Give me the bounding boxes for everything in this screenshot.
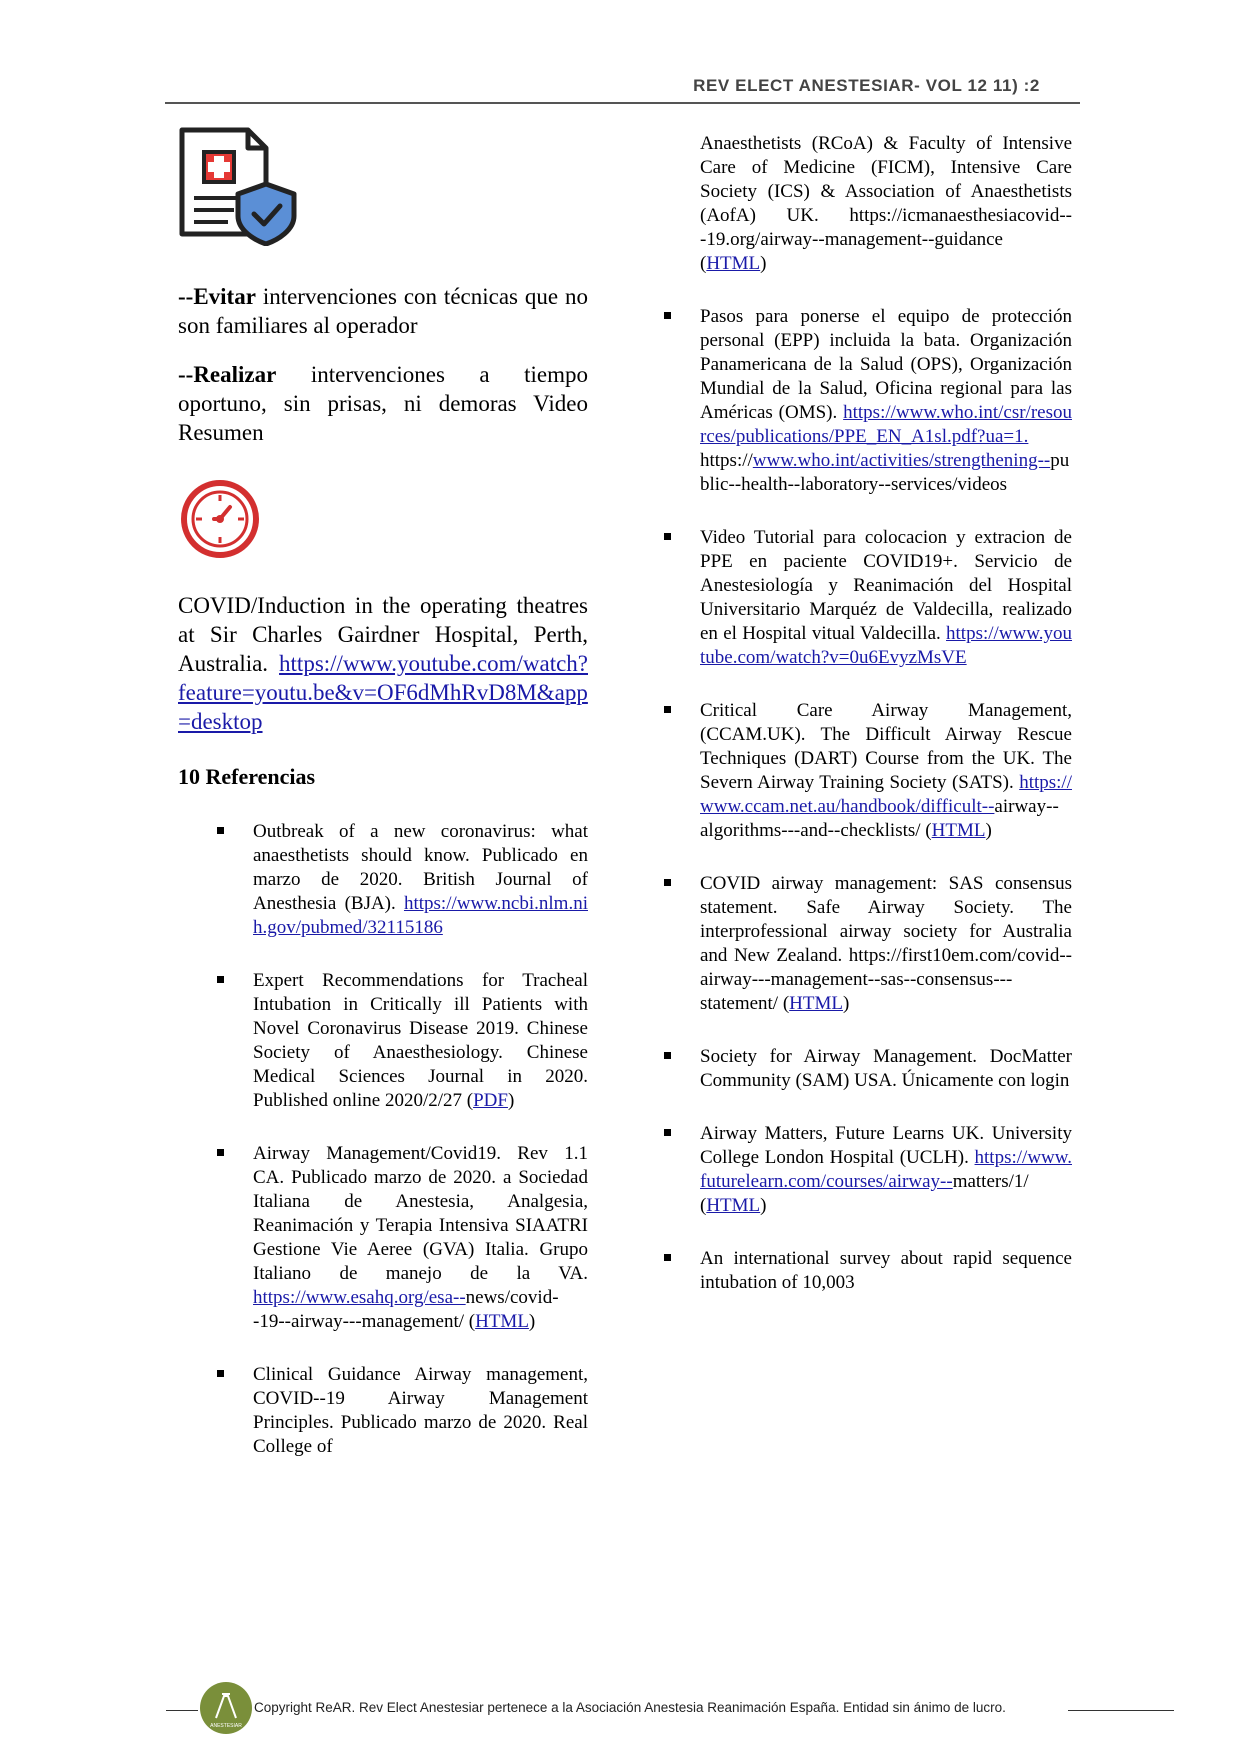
reference-item xyxy=(700,1247,1072,1295)
reference-link[interactable]: https://www.ncbi.nlm.nih.gov/pubmed/32115186 xyxy=(253,893,588,938)
html-link[interactable]: HTML xyxy=(475,1311,529,1332)
avoid-text: intervenciones con técnicas que no son familiares al operador xyxy=(178,284,588,338)
bullet xyxy=(664,879,671,886)
reference-link[interactable]: https://www.futurelearn.com/courses/airway-- xyxy=(700,1147,1072,1192)
reference-tail: public--health--laboratory--services/videos xyxy=(700,450,1070,495)
reference-tail: ) xyxy=(507,1090,515,1111)
page-header xyxy=(165,72,1080,104)
bullet xyxy=(217,827,224,834)
references-heading: 10 Referencias xyxy=(178,764,316,789)
html-link[interactable]: HTML xyxy=(789,993,843,1014)
bullet xyxy=(664,706,671,713)
reference-link[interactable]: https://www.who.int/csr/resources/publications/PPE_EN_A1sl.pdf?ua=1. xyxy=(700,402,1072,447)
bullet xyxy=(664,1129,671,1136)
reference-mid: airway--algorithms---and--checklists/ ( xyxy=(700,796,1059,841)
reference-item xyxy=(700,872,1072,1016)
references-list-right xyxy=(700,305,1072,1295)
reference-mid: https:// xyxy=(700,450,753,471)
reference-text: Clinical Guidance Airway management, COVID--19 Airway Management Principles. Publicado marzo de 2020. Real College of xyxy=(253,1364,588,1457)
reference-item xyxy=(700,305,1072,497)
reference-tail: ) xyxy=(760,253,767,274)
reference-item xyxy=(253,1142,588,1334)
reference-link[interactable]: www.who.int/activities/strengthening-- xyxy=(752,450,1051,471)
perform-text: intervenciones a tiempo oportuno, sin prisas, ni demoras Video Resumen xyxy=(178,362,588,445)
avoid-bold: --Evitar xyxy=(178,284,256,309)
perform-bold: --Realizar xyxy=(178,362,277,387)
reference-text: An international survey about rapid sequence intubation of 10,003 xyxy=(700,1248,1072,1293)
bullet xyxy=(664,533,671,540)
reference-text: Airway Matters, Future Learns UK. University College London Hospital (UCLH). xyxy=(700,1123,1072,1168)
reference-text: Society for Airway Management. DocMatter Community (SAM) USA. Únicamente con login xyxy=(700,1046,1072,1091)
left-column xyxy=(178,126,588,1488)
reference-text: Airway Management/Covid19. Rev 1.1 CA. Publicado marzo de 2020. a Sociedad Italiana de Anestesia, Analgesia, Reanimación y Terapia Intensiva SIAATRI Gestione Vie Aeree (GVA) Italia. Grupo Italiano de manejo de la VA. xyxy=(253,1143,588,1284)
html-link[interactable]: HTML xyxy=(706,253,761,274)
reference-tail: ) xyxy=(843,993,850,1014)
footer-divider-left xyxy=(166,1710,198,1711)
logo-text: ANESTESIAR xyxy=(210,1723,242,1729)
reference-link[interactable]: https://www.ccam.net.au/handbook/difficult-- xyxy=(700,772,1072,817)
bullet xyxy=(664,1254,671,1261)
reference-text: COVID airway management: SAS consensus statement. Safe Airway Society. The interprofessional airway society for Australia and New Zealand. https://first10em.com/covid--airway---management--sas--consensus---statement/ ( xyxy=(700,873,1072,1014)
right-column xyxy=(700,132,1072,1324)
reference-item xyxy=(700,1045,1072,1093)
bullet xyxy=(664,312,671,319)
footer-divider-right xyxy=(1068,1710,1174,1711)
reference-link[interactable]: https://www.esahq.org/esa-- xyxy=(253,1287,466,1308)
reference-tail: ) xyxy=(760,1195,767,1216)
pdf-link[interactable]: PDF xyxy=(473,1090,508,1111)
reference-item xyxy=(253,820,588,940)
references-list-left xyxy=(178,820,588,1459)
anestesiar-logo xyxy=(200,1682,252,1734)
reference-item xyxy=(253,969,588,1113)
reference-text: Anaesthetists (RCoA) & Faculty of Intensive Care of Medicine (FICM), Intensive Care Society (ICS) & Association of Anaesthetists (AofA) UK. https://icmanaesthesiacovid---19.org/airway--management--guidance ( xyxy=(700,133,1072,274)
reference-text: Expert Recommendations for Tracheal Intubation in Critically ill Patients with Novel Coronavirus Disease 2019. Chinese Society of Anaesthesiology. Chinese Medical Sciences Journal in 2020. Published online 2020/2/27 ( xyxy=(253,970,588,1111)
reference-text: Critical Care Airway Management, (CCAM.UK). The Difficult Airway Rescue Techniques (DART) Course from the UK. The Severn Airway Training Society (SATS). xyxy=(700,700,1072,793)
reference-item xyxy=(253,1363,588,1459)
bullet xyxy=(217,976,224,983)
reference-item xyxy=(700,1122,1072,1218)
html-link[interactable]: HTML xyxy=(706,1195,761,1216)
reference-tail: ) xyxy=(528,1311,536,1332)
reference-link[interactable]: https://www.youtube.com/watch?v=0u6EvyzMsVE xyxy=(700,623,1072,668)
footer-copyright: Copyright ReAR. Rev Elect Anestesiar pertenece a la Asociación Anestesia Reanimación España. Entidad sin ánimo de lucro. xyxy=(254,1700,1006,1715)
reference-item xyxy=(700,699,1072,843)
reference-item xyxy=(700,526,1072,670)
paragraph-perform xyxy=(178,360,588,447)
logo-mark-icon xyxy=(200,1682,252,1734)
video-text: COVID/Induction in the operating theatres at Sir Charles Gairdner Hospital, Perth, Australia. xyxy=(178,593,588,676)
paragraph-avoid xyxy=(178,282,588,340)
paragraph-video xyxy=(178,591,588,736)
reference-mid: matters/1/ ( xyxy=(700,1171,1029,1216)
bullet xyxy=(217,1149,224,1156)
reference-text: Video Tutorial para colocacion y extracion de PPE en paciente COVID19+. Servicio de Anestesiología y Reanimación del Hospital Universitario Marquéz de Valdecilla, realizado en el Hospital vitual Valdecilla. xyxy=(700,527,1072,644)
bullet xyxy=(664,1052,671,1059)
youtube-link[interactable]: https://www.youtube.com/watch?feature=youtu.be&v=OF6dMhRvD8M&app=desktop xyxy=(178,651,588,734)
bullet xyxy=(217,1370,224,1377)
reference-text: Pasos para ponerse el equipo de protección personal (EPP) incluida la bata. Organización Panamericana de la Salud (OPS), Organización Mundial de la Salud, Oficina regional para las Américas (OMS). xyxy=(700,306,1072,423)
reference-tail: news/covid--19--airway---management/ ( xyxy=(253,1287,559,1332)
journal-title: REV ELECT ANESTESIAR- VOL 12 11) :2 xyxy=(693,76,1040,95)
clock-icon xyxy=(178,477,262,561)
reference-tail: ) xyxy=(985,820,992,841)
reference-continuation xyxy=(700,132,1072,276)
medical-document-shield-icon xyxy=(178,126,298,246)
html-link[interactable]: HTML xyxy=(931,820,986,841)
reference-text: Outbreak of a new coronavirus: what anaesthetists should know. Publicado en marzo de 2020. British Journal of Anesthesia (BJA). xyxy=(253,821,588,914)
